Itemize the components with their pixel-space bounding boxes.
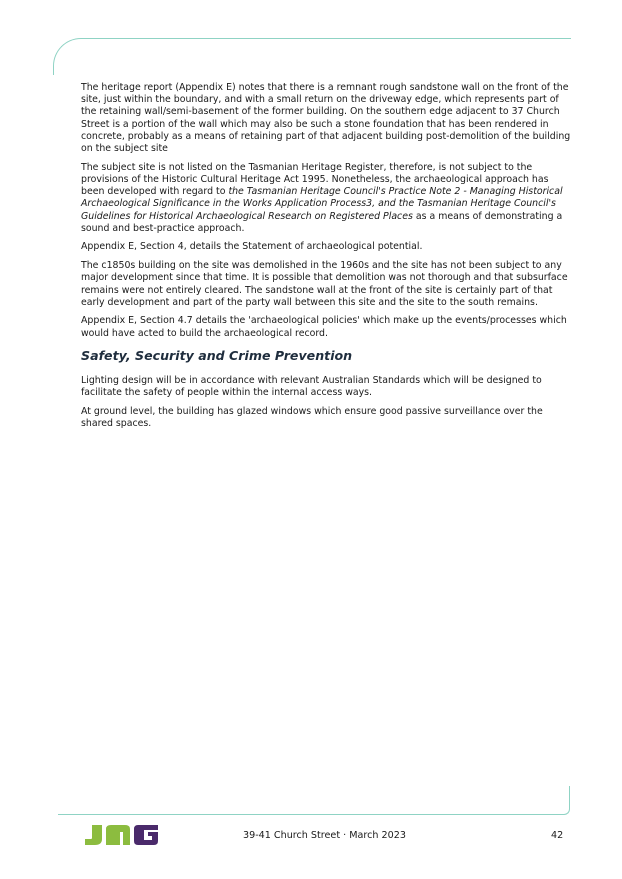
- guidelines-reference: the Tasmanian Heritage Council's Practice Note 2 - Managing Historical Archaeological Significance in the Works Application Process3, and the Tasmanian Heritage Council's Guidelines for Historical Archaeological Research on Registered Places: [81, 186, 563, 222]
- paragraph-lighting-design: Lighting design will be in accordance with relevant Australian Standards which will be designed to facilitate the safety of people within the internal access ways.: [81, 374, 542, 399]
- paragraph-sandstone-wall: The heritage report (Appendix E) notes that there is a remnant rough sandstone wall on the front of the site, just within the boundary, and with a small return on the driveway edge, which represents part of the retaining wall/semi-basement of the former building. On the southern edge adjacent to 37 Church Street is a portion of the wall which may also be such a stone foundation that has been rendered in concrete, probably as a means of retaining part of that adjacent building post-demolition of the building on the subject site: [81, 82, 571, 155]
- paragraph-text: The subject site is not listed on the Tasmanian Heritage Register, therefore, is not subject to the provisions of the Historic Cultural Heritage Act 1995. Nonetheless, the archaeological approach has been developed with regard to: [81, 161, 549, 198]
- decorative-frame-bottom: [58, 786, 570, 815]
- paragraph-demolition-history: The c1850s building on the site was demolished in the 1960s and the site has not been subject to any major development since that time. It is possible that demolition was not thorough and that subsurface remains were not entirely cleared. The sandstone wall at the front of the site is certainly part of that early development and part of the party wall between this site and the site to the south remains.: [81, 260, 568, 308]
- page-number: 42: [551, 830, 564, 841]
- paragraph-passive-surveillance: At ground level, the building has glazed windows which ensure good passive surveillance over the shared spaces.: [81, 405, 543, 429]
- decorative-frame-top: [53, 38, 571, 75]
- paragraph-archaeological-potential: Appendix E, Section 4, details the Statement of archaeological potential.: [81, 241, 423, 253]
- section-heading-safety: Safety, Security and Crime Prevention: [81, 347, 353, 363]
- logo-letter-g: [134, 825, 158, 845]
- paragraph-text: as a means of demonstrating a sound and best-practice approach.: [81, 210, 563, 234]
- logo-letter-m: [106, 825, 130, 845]
- paragraph-archaeological-policies: Appendix E, Section 4.7 details the 'archaeological policies' which make up the events/processes which would have acted to build the archaeological record.: [81, 315, 567, 339]
- page-footer: [0, 820, 622, 850]
- paragraph-heritage-register: [81, 162, 573, 235]
- jmg-logo: [82, 824, 160, 846]
- logo-letter-j: [85, 825, 102, 845]
- document-body: [81, 82, 573, 437]
- footer-document-title: 39-41 Church Street · March 2023: [243, 830, 406, 841]
